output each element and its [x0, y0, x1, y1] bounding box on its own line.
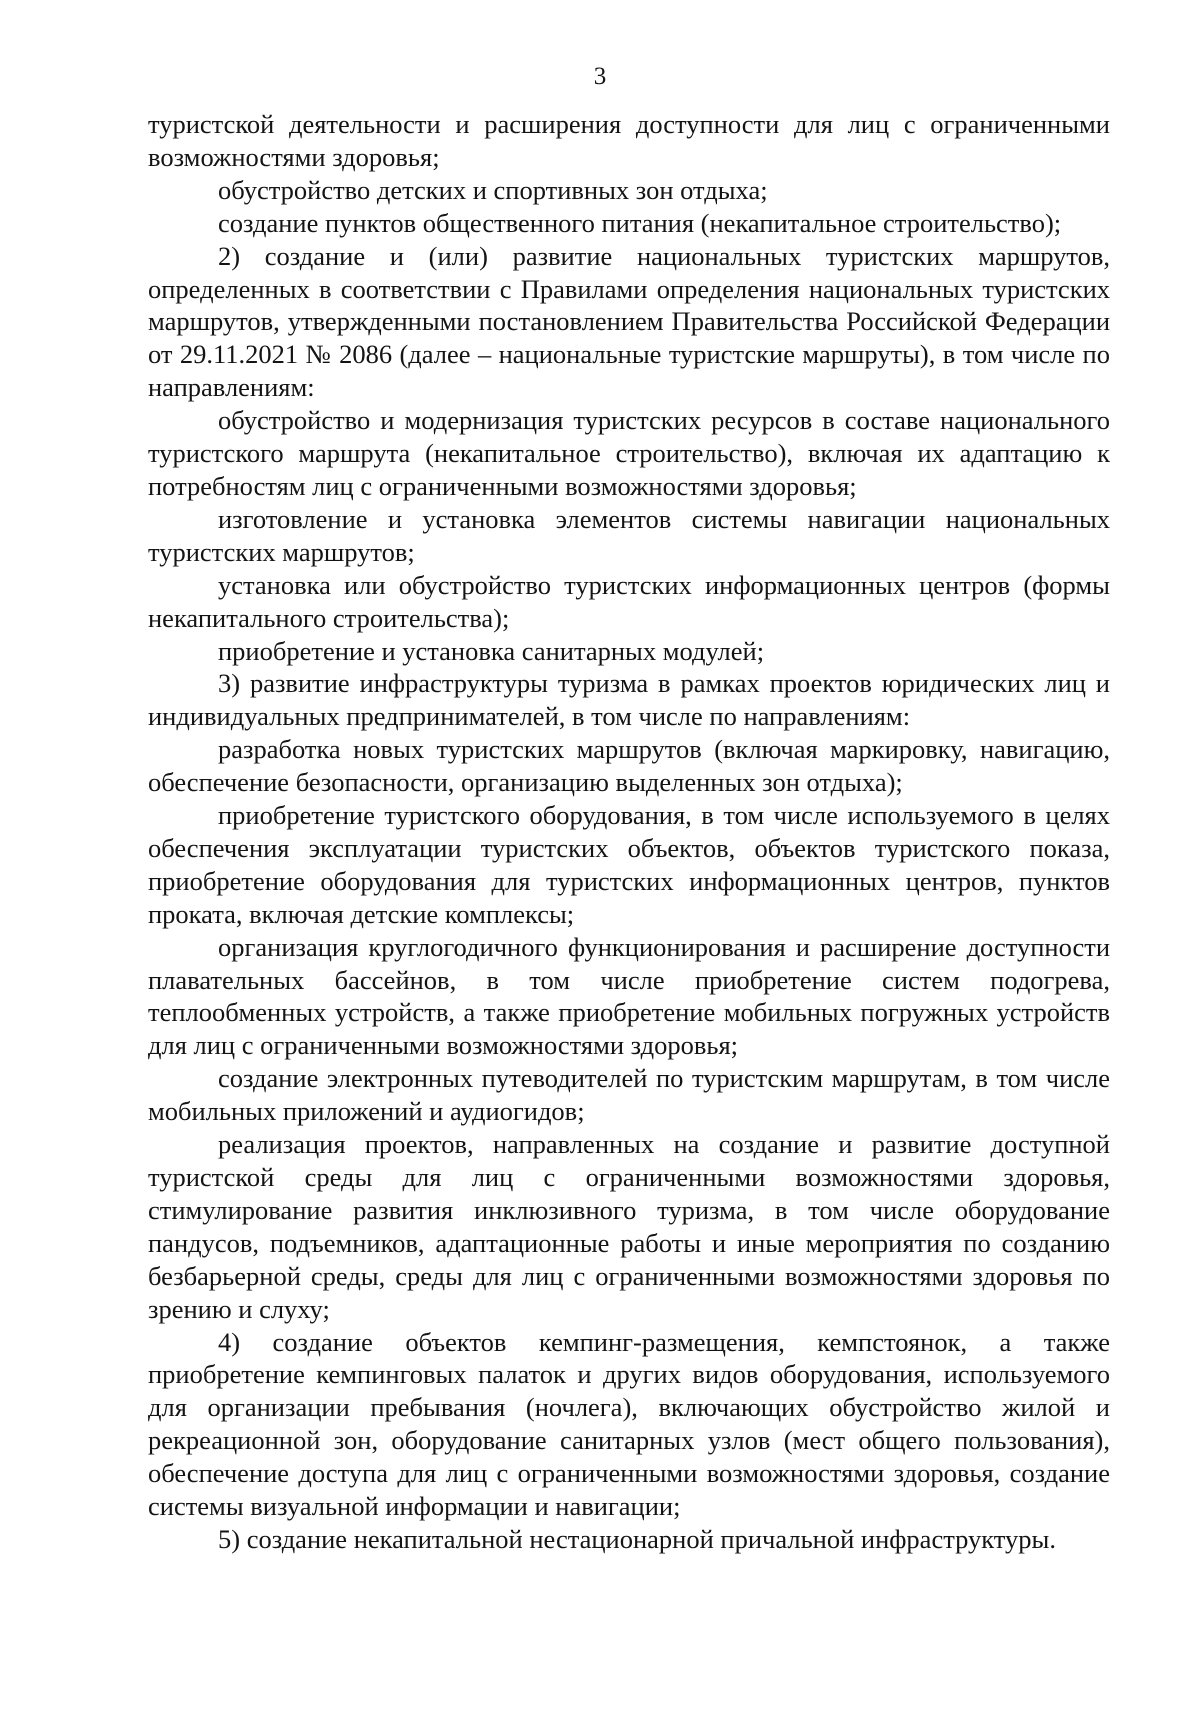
paragraph: приобретение туристского оборудования, в том числе используемого в целях обеспечения эксплуатации туристских объектов, объектов туристского показа, приобретение оборудования для туристских информационных центров, пунктов проката, включая детские комплексы;: [148, 800, 1110, 929]
paragraph: разработка новых туристских маршрутов (включая маркировку, навигацию, обеспечение безопасности, организацию выделенных зон отдыха);: [148, 734, 1110, 798]
paragraph: создание пунктов общественного питания (некапитальное строительство);: [218, 207, 1062, 238]
paragraph: туристской деятельности и расширения доступности для лиц с ограниченными возможностями здоровья;: [148, 109, 1110, 172]
paragraph: приобретение и установка санитарных модулей;: [218, 635, 765, 666]
paragraph: реализация проектов, направленных на создание и развитие доступной туристской среды для лиц с ограниченными возможностями здоровья, стимулирование развития инклюзивного туризма, в том числе оборудование пандусов, подъемников, адаптационные работы и иные мероприятия по созданию безбарьерной среды, среды для лиц с ограниченными возможностями здоровья по зрению и слуху;: [148, 1129, 1110, 1324]
paragraph: изготовление и установка элементов системы навигации национальных туристских маршрутов;: [148, 503, 1110, 567]
document-body: [148, 108, 1110, 1556]
paragraph: создание электронных путеводителей по туристским маршрутам, в том числе мобильных приложений и аудиогидов;: [148, 1063, 1110, 1127]
paragraph: 5) создание некапитальной нестационарной причальной инфраструктуры.: [218, 1523, 1056, 1554]
page-number: 3: [593, 63, 607, 90]
paragraph: обустройство и модернизация туристских ресурсов в составе национального туристского маршрута (некапитальное строительство), включая их адаптацию к потребностям лиц с ограниченными возможностями здоровья;: [148, 405, 1110, 501]
paragraph: 2) создание и (или) развитие национальных туристских маршрутов, определенных в соответствии с Правилами определения национальных туристских маршрутов, утвержденными постановлением Правительства Российской Федерации от 29.11.2021 № 2086 (далее – национальные туристские маршруты), в том числе по направлениям:: [148, 240, 1110, 403]
paragraph: организация круглогодичного функционирования и расширение доступности плавательных бассейнов, в том числе приобретение систем подогрева, теплообменных устройств, а также приобретение мобильных погружных устройств для лиц с ограниченными возможностями здоровья;: [148, 931, 1110, 1061]
paragraph: обустройство детских и спортивных зон отдыха;: [218, 174, 768, 205]
paragraph: 3) развитие инфраструктуры туризма в рамках проектов юридических лиц и индивидуальных предпринимателей, в том числе по направлениям:: [148, 668, 1110, 732]
paragraph: 4) создание объектов кемпинг-размещения, кемпстоянок, а также приобретение кемпинговых палаток и других видов оборудования, используемого для организации пребывания (ночлега), включающих обустройство жилой и рекреационной зон, оборудование санитарных узлов (мест общего пользования), обеспечение доступа для лиц с ограниченными возможностями здоровья, создание системы визуальной информации и навигации;: [148, 1326, 1110, 1522]
paragraph: установка или обустройство туристских информационных центров (формы некапитального строительства);: [148, 569, 1110, 633]
